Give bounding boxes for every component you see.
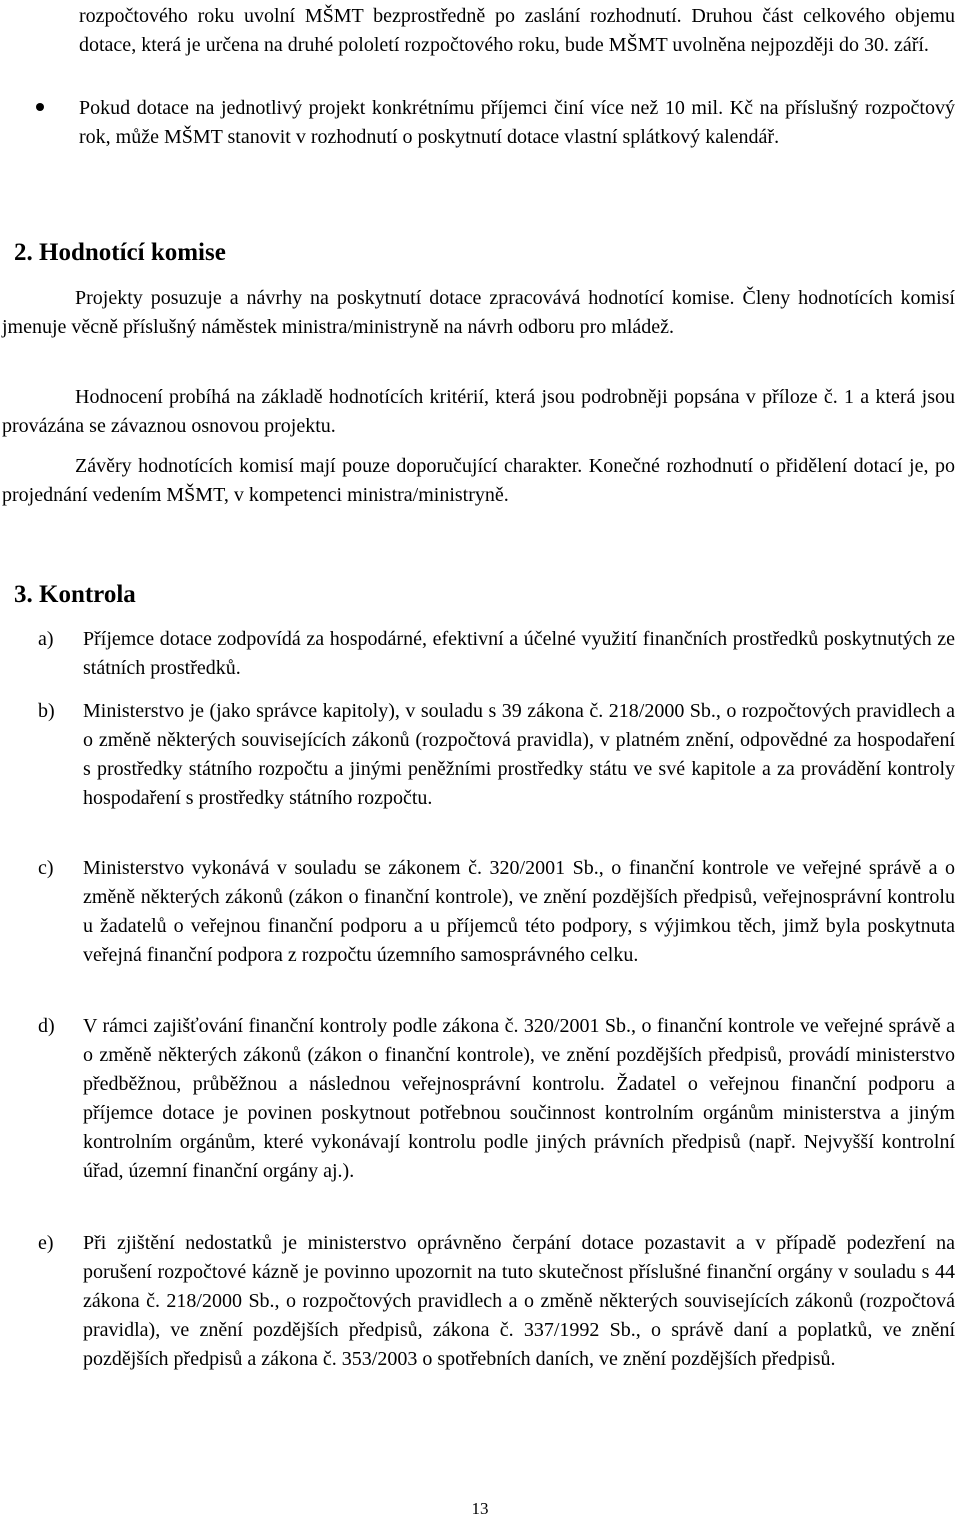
paragraph-text: Projekty posuzuje a návrhy na poskytnutí dotace zpracovává hodnotící komise. Členy hodnotících komisí jmenuje věcně příslušný náměstek ministra/ministryně na návrh odboru pro mládež. xyxy=(2,287,955,338)
item-letter: d) xyxy=(38,1015,55,1037)
intro-continuation: rozpočtového roku uvolní MŠMT bezprostředně po zaslání rozhodnutí. Druhou část celkového objemu dotace, která je určena na druhé pololetí rozpočtového roku, bude MŠMT uvolněna nejpozději do 30. září. xyxy=(79,5,955,56)
bullet-icon xyxy=(36,103,44,111)
item-text: Příjemce dotace zodpovídá za hospodárné, efektivní a účelné využití finančních prostředků poskytnutých ze státních prostředků. xyxy=(83,628,955,679)
section-2-title: Hodnotící komise xyxy=(39,239,226,266)
section-2-paragraph xyxy=(2,383,955,441)
list-item xyxy=(38,625,955,683)
item-letter: b) xyxy=(38,700,55,722)
section-2-paragraph xyxy=(2,284,955,342)
item-text: Ministerstvo vykonává v souladu se zákonem č. 320/2001 Sb., o finanční kontrole ve veřejné správě a o změně některých zákonů (zákon o finanční kontrole), ve znění pozdějších předpisů, veřejnosprávní kontrolu u žadatelů o veřejnou finanční podporu a u příjemců této podpory, s výjimkou těch, jimž byla poskytnuta veřejná finanční podpora z rozpočtu územního samosprávného celku. xyxy=(83,857,955,966)
list-item xyxy=(38,1012,955,1186)
intro-bullet-text: Pokud dotace na jednotlivý projekt konkrétnímu příjemci činí více než 10 mil. Kč na příslušný rozpočtový rok, může MŠMT stanovit v rozhodnutí o poskytnutí dotace vlastní splátkový kalendář. xyxy=(79,97,955,148)
item-text: Ministerstvo je (jako správce kapitoly), v souladu s 39 zákona č. 218/2000 Sb., o rozpočtových pravidlech a o změně některých souvisejících zákonů (rozpočtová pravidla), v platném znění, odpovědné za hospodaření s prostředky státního rozpočtu a jinými peněžními prostředky státu ve své kapitole a za provádění kontroly hospodaření s prostředky státního rozpočtu. xyxy=(83,700,955,809)
item-letter: c) xyxy=(38,857,54,879)
item-letter: e) xyxy=(38,1232,54,1254)
section-2-number: 2. xyxy=(14,239,33,266)
item-text: V rámci zajišťování finanční kontroly podle zákona č. 320/2001 Sb., o finanční kontrole ve veřejné správě a o změně některých zákonů (zákon o finanční kontrole), ve znění pozdějších předpisů, provádí ministerstvo předběžnou, průběžnou a následnou veřejnosprávní kontrolu. Žadatel o veřejnou finanční podporu a příjemce dotace je povinen poskytnout potřebnou součinnost kontrolním orgánům ministerstva a jiným kontrolním orgánům, které vykonávají kontrolu podle jiných právních předpisů (např. Nejvyšší kontrolní úřad, územní finanční orgány aj.). xyxy=(83,1015,955,1182)
section-3-title: Kontrola xyxy=(39,581,136,608)
list-item xyxy=(38,1229,955,1374)
section-2-paragraph xyxy=(2,452,955,510)
paragraph-text: Závěry hodnotících komisí mají pouze doporučující charakter. Konečné rozhodnutí o přidělení dotací je, po projednání vedením MŠMT, v kompetenci ministra/ministryně. xyxy=(2,455,955,506)
section-3-number: 3. xyxy=(14,581,33,608)
list-item xyxy=(38,854,955,970)
list-item xyxy=(38,697,955,813)
page-number: 13 xyxy=(471,1499,489,1518)
section-3-heading xyxy=(14,580,136,610)
item-text: Při zjištění nedostatků je ministerstvo oprávněno čerpání dotace pozastavit a v případě podezření na porušení rozpočtové kázně je povinno upozornit na tuto skutečnost příslušné finanční orgány v souladu s 44 zákona č. 218/2000 Sb., o rozpočtových pravidlech a o změně některých souvisejících zákonů (rozpočtová pravidla), ve znění pozdějších předpisů, zákona č. 337/1992 Sb., o správě daní a poplatků, ve znění pozdějších předpisů a zákona č. 353/2003 o spotřebních daních, ve znění pozdějších předpisů. xyxy=(83,1232,955,1370)
section-2-heading xyxy=(14,238,226,268)
paragraph-text: Hodnocení probíhá na základě hodnotících kritérií, která jsou podrobněji popsána v příloze č. 1 a která jsou provázána se závaznou osnovou projektu. xyxy=(2,386,955,437)
item-letter: a) xyxy=(38,628,54,650)
